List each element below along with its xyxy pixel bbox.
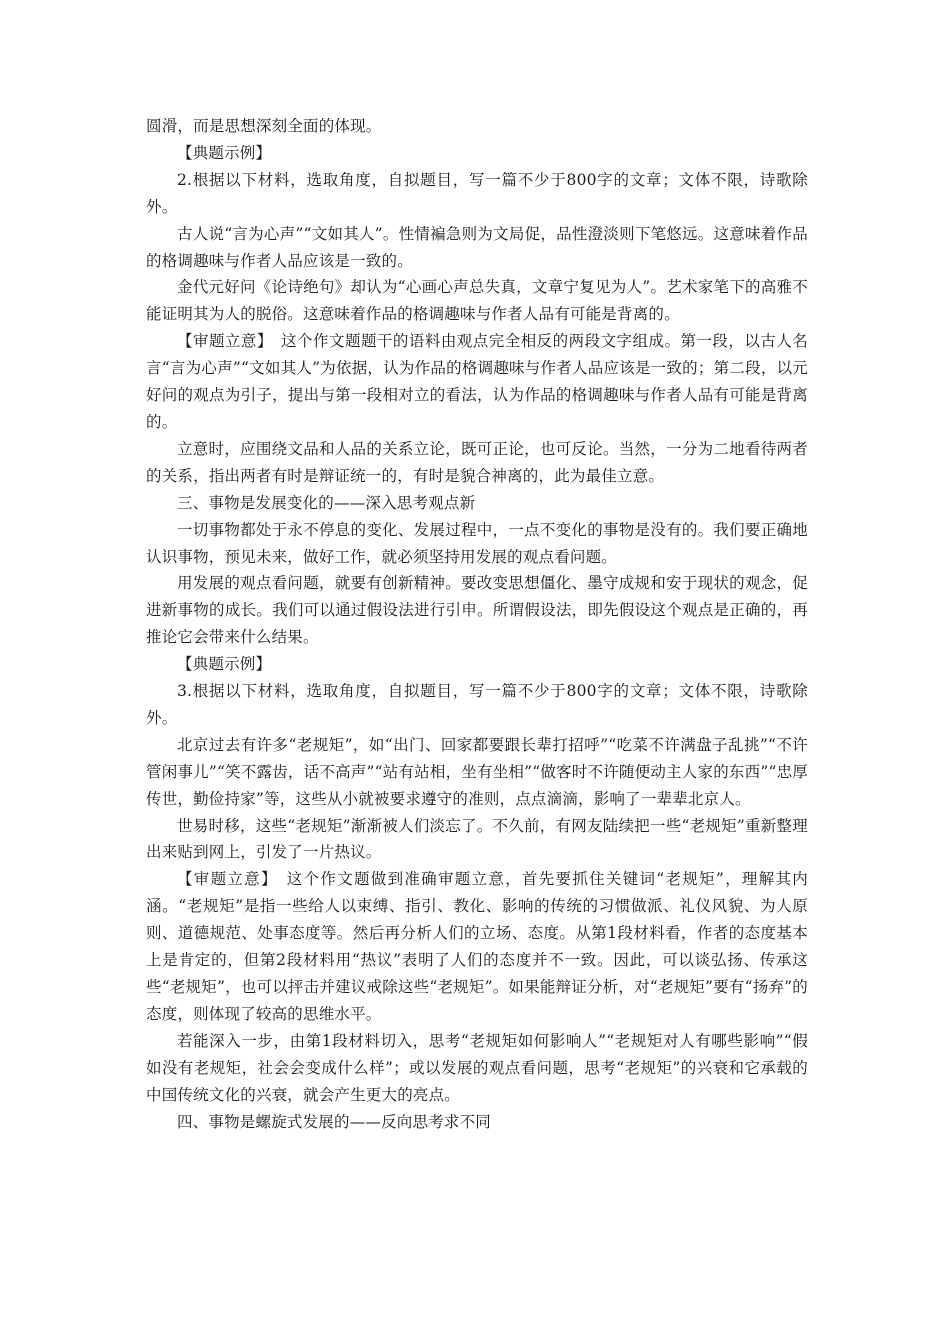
question-3-deeper: 若能深入一步，由第1段材料切入，思考“老规矩如何影响人”“老规矩对人有哪些影响”“假如没有老规矩，社会会变成什么样”；或以发展的观点看问题，思考“老规矩”的兴衰和它承载的中国传统文化的兴衰，就会产生更大的亮点。 — [146, 1031, 808, 1104]
question-3-material-1: 北京过去有许多“老规矩”，如“出门、回家都要跟长辈打招呼”“吃菜不许满盘子乱挑”“不许管闲事儿”“笑不露齿，话不高声”“站有站相，坐有坐相”“做客时不许随便动主人家的东西”“忠厚传世，勤俭持家”等，这些从小就被要求遵守的准则，点点滴滴，影响了一辈辈北京人。 — [146, 735, 808, 808]
question-3-material-2: 世易时移，这些“老规矩”渐渐被人们淡忘了。不久前，有网友陆续把一些“老规矩”重新整理出来贴到网上，引发了一片热议。 — [146, 816, 808, 862]
document-page — [146, 113, 808, 1135]
question-2-material-2: 金代元好问《论诗绝句》却认为“心画心声总失真，文章宁复见为人”。艺术家笔下的高雅不能证明其为人的脱俗。这意味着作品的格调趣味与作者人品有可能是背离的。 — [146, 278, 808, 324]
section-3-paragraph-1: 一切事物都处于永不停息的变化、发展过程中，一点不变化的事物是没有的。我们要正确地认识事物，预见未来，做好工作，就必须坚持用发展的观点看问题。 — [146, 520, 808, 566]
question-3-analysis: 【审题立意】 这个作文题做到准确审题立意，首先要抓住关键词“老规矩”，理解其内涵。“老规矩”是指一些给人以束缚、指引、教化、影响的传统的习惯做派、礼仪风貌、为人原则、道德规范、处事态度等。然后再分析人们的立场、态度。从第1段材料看，作者的态度基本上是肯定的，但第2段材料用“热议”表明了人们的态度并不一致。因此，可以谈弘扬、传承这些“老规矩”，也可以抨击并建议戒除这些“老规矩”。如果能辩证分析，对“老规矩”要有“扬弃”的态度，则体现了较高的思维水平。 — [146, 870, 808, 1023]
question-2-intent: 立意时，应围绕文品和人品的关系立论，既可正论，也可反论。当然，一分为二地看待两者的关系，指出两者有时是辩证统一的，有时是貌合神离的，此为最佳立意。 — [146, 439, 808, 485]
section-3-paragraph-2: 用发展的观点看问题，就要有创新精神。要改变思想僵化、墨守成规和安于现状的观念，促进新事物的成长。我们可以通过假设法进行引申。所谓假设法，即先假设这个观点是正确的，再推论它会带来什么结果。 — [146, 574, 808, 647]
question-3-prompt: 3.根据以下材料，选取角度，自拟题目，写一篇不少于800字的文章；文体不限，诗歌除外。 — [146, 682, 808, 727]
question-2-material-1: 古人说“言为心声”“文如其人”。性情褊急则为文局促，品性澄淡则下笔悠远。这意味着作品的格调趣味与作者人品应该是一致的。 — [146, 224, 808, 270]
paragraph-continuation: 圆滑，而是思想深刻全面的体现。 — [146, 117, 382, 135]
section-label-example-2: 【典题示例】 — [177, 655, 272, 674]
section-heading-3: 三、事物是发展变化的——深入思考观点新 — [177, 493, 476, 512]
section-heading-4: 四、事物是螺旋式发展的——反向思考求不同 — [177, 1112, 492, 1131]
question-2-prompt: 2.根据以下材料，选取角度，自拟题目，写一篇不少于800字的文章；文体不限，诗歌除外。 — [146, 170, 808, 216]
section-label-example: 【典题示例】 — [177, 143, 272, 162]
question-2-analysis: 【审题立意】 这个作文题题干的语料由观点完全相反的两段文字组成。第一段，以古人名言“言为心声”“文如其人”为依据，认为作品的格调趣味与作者人品应该是一致的；第二段，以元好问的观点为引子，提出与第一段相对立的看法，认为作品的格调趣味与作者人品有可能是背离的。 — [146, 332, 808, 431]
